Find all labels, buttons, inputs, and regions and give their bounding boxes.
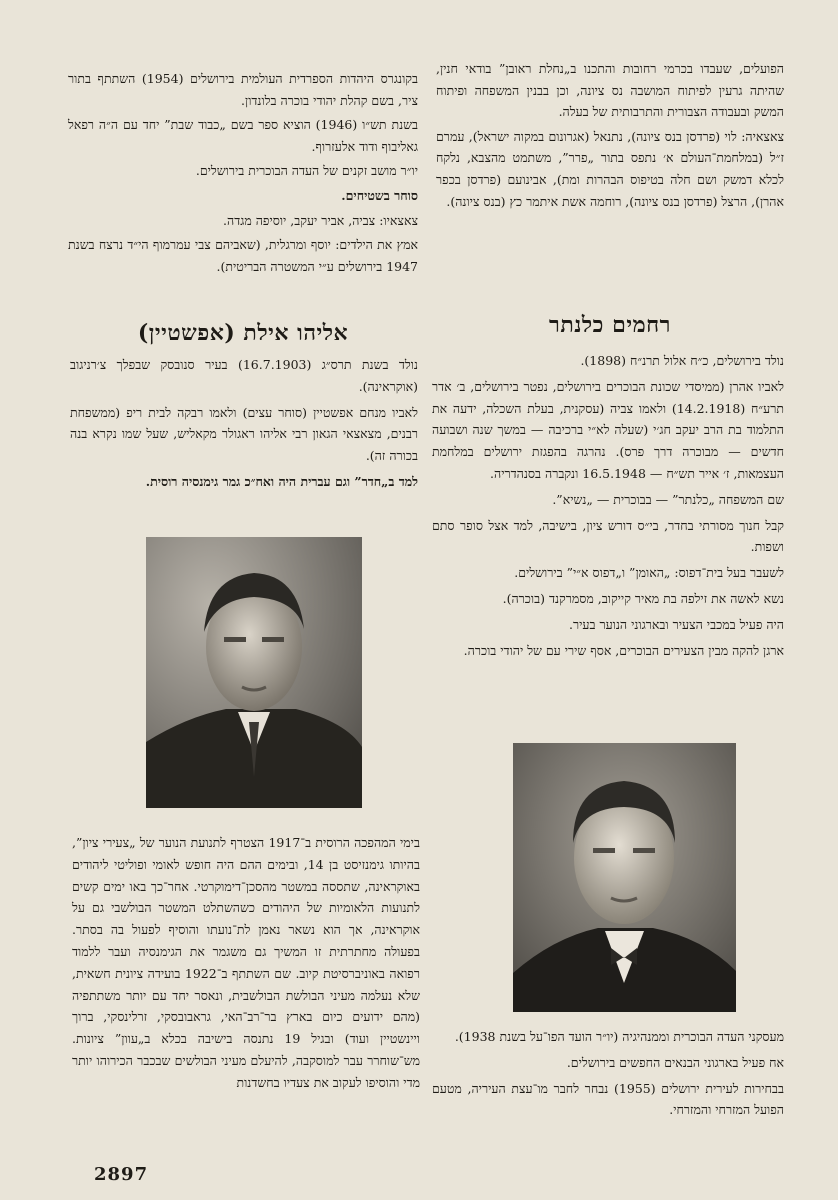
paragraph: מעסקני העדה הבוכרית וממנהיגיה (יו״ר הועד הפו־על בשנת 1938). — [454, 1029, 784, 1044]
paragraph: נשא לאשה את זילפה בת מאיר קייקוב, מסמרקנד (בוכרה). — [502, 590, 784, 606]
paragraph: קבל חנוך מסורתי בחדר, בי״ס דורש ציון, בישיבה, למד אצל סופר סתם ושפות. — [432, 517, 784, 555]
paragraph: הפועלים, שעבדו בכרמי רחובות והתכנו ב„נחלת ראובן” בודאי חנין, שהיתה גרעין לפיתוח המושבה נס ציונה, וכן בבנין המשפחה ופיתוח המשק ובעבודה הצבורית והתרבותית של בעלה. — [436, 61, 784, 120]
paragraph: סוחר בשטיחים. — [341, 187, 418, 203]
paragraph: לשעבר בעל בית־דפוס: „האומן” ו„דפוס א״י” בירושלים. — [514, 565, 784, 581]
portrait-photo-left — [146, 537, 362, 808]
paragraph: בקונגרס היהדות הספרדית העולמית בירושלים (1954) השתתף בתור ציר, בשם קהלת יהודי בוכרה בלונדון. — [68, 71, 419, 108]
paragraph: אח פעיל בארגוני הבנאים החפשים בירושלים. — [566, 1054, 784, 1070]
paragraph: בשנת תש״ו (1946) הוציא ספר בשם „כבוד שבת” יחד עם ה״ה רפאל גאליבוף ודוד אלעזרוף. — [68, 117, 419, 154]
biography-right-continued — [432, 1026, 784, 1125]
paragraph: לאביו אהרן (ממיסדי שכונת הבוכרים בירושלים, נפטר בירושלים, ב׳ אדר תרע״ח (14.2.1918) ולאמו צביה (עסקנית, בעלת השכלה, ידעה את התלמוד בת הרב יעקב חג׳י (שעלה לא״י ברכיבה — במשך שנה ושבועה חדשים — מבוכרה דרך פרס). נהרגה בהפגזת ירושלים במלחמת העצמאות, ז׳ אייר תש״ח — 16.5.1948 ונקברה בסנהדריה. — [432, 378, 784, 481]
biography-heading-right: רחמים כלנתר — [549, 312, 671, 338]
paragraph: היה פעיל במכבי הצעיר ובארגוני הנוער בעיר. — [568, 616, 784, 632]
biography-right — [432, 350, 784, 665]
paragraph: ארגן להקה מבין הצעירים הבוכרים, אסף שירי עם של יהודי בוכרה. — [463, 642, 784, 658]
paragraph: צאצאיו: צביה, אביר יעקב, יוסיפה מגדה. — [223, 212, 418, 228]
portrait-photo-icon — [513, 743, 736, 1012]
biography-left-continued — [72, 832, 420, 1098]
page-number: 2897 — [94, 1164, 149, 1185]
paragraph: לאביו מנחם אפשטיין (סוחר עצים) ולאמו רבקה לבית ריפ (ממשפחת רבנים, מצאצאי הגאון רבי אליהו ראגולר מקאליש, שעל שמו נקרא בנה בכורה זה). — [70, 404, 418, 464]
portrait-photo-icon — [146, 537, 362, 808]
biography-heading-left: אליהו אילת (אפשטיין) — [137, 320, 349, 346]
paragraph: שם המשפחה „כלנתר” — בבוכרית — „נשיא”. — [552, 491, 784, 507]
paragraph: נולד בשנת תרס״ג (16.7.1903) בעיר סנובסק שבפלך צ׳רניגוב (אוקראינה). — [70, 357, 418, 394]
paragraph: בבחירות לעירית ירושלים (1955) נבחר לחבר מו־עצת העיריה, מטעם הפועל המזרחי והמזרחי. — [432, 1080, 784, 1118]
portrait-photo-right — [513, 743, 736, 1012]
right-column — [436, 58, 784, 215]
paragraph: צאצאיה: לוי (פרדסן בנס ציונה), נתנאל (אגרונום במקוה ישראל), עמרם ז״ל (במלחמת־העולם א׳ נתפס בתור „פרר”, משתמט מהצבא, נלקח לכלא דמשק ושם חלה בטיפוס הבהרות ומת), אבינועם (פרדסן בכפר אהרן), הרצל (פרדסן בנס ציונה), רוחמה אשת איתמר כץ (בנס ציונה). — [436, 128, 784, 209]
paragraph: בימי המהפכה הרוסית ב־1917 הצטרף לתנועת הנוער של „צעירי ציון”, בהיותו גימנזיסט בן 14, ובימים ההם היה חופש לאומי ופוליטי ליהודים באוקראינה, שתססה במשטר מהסכן־דימוקרטי. אחר־כך באו ימים קשים לתנועות הלאומיות של היהודים כשהשתלט המשטר הבולשבי גם על אוקראינה, אך הוא נשאר נאמן לת־נועתו והוסיף לפעול בה בסתר. בפעולה מחתרתית זו המשיך גם משגמר את הגימנסיה ועבר ללמוד רפואה באוניברסיטת קיוב. שם השתתף ב־1922 בועידה ציונית חשאית, שלא נעלמה מעיני הבולשת הבולשבית, ונאסר יחד עם יותר משתתפיה (מהם ידועים כיום בארץ בר־רב־האי, גראבובסקי, זרלינסקי, ברוך ויינשטיין ועוד) ובגיל 19 נתנסה בישיבה בכלא ב„עוון” ציונות. מש־שוחרר עבר למוסקבה, להיעלם מעיני הבולשים שבכבר הכירוהו יותר מדי והוסיפו לעקוב את צעדיו בחשדנות — [72, 835, 420, 1090]
paragraph: למד ב„חדר” וגם עברית היה ואח״כ גמר גימנסיה רוסית. — [145, 473, 418, 489]
paragraph: אמץ את הילדים: יוסף ומרגלית, (שאביהם צבי עמרמוף הי״ד נרצח בשנת 1947 בירושלים ע״י המשטרה הבריטית). — [68, 237, 418, 274]
left-column — [68, 68, 418, 280]
biography-left — [70, 354, 418, 497]
paragraph: יו״ר מושב זקנים של העדה הבוכרית בירושלים. — [195, 163, 418, 179]
paragraph: נולד בירושלים, כ״ח אלול תרנ״ח (1898). — [580, 353, 784, 368]
